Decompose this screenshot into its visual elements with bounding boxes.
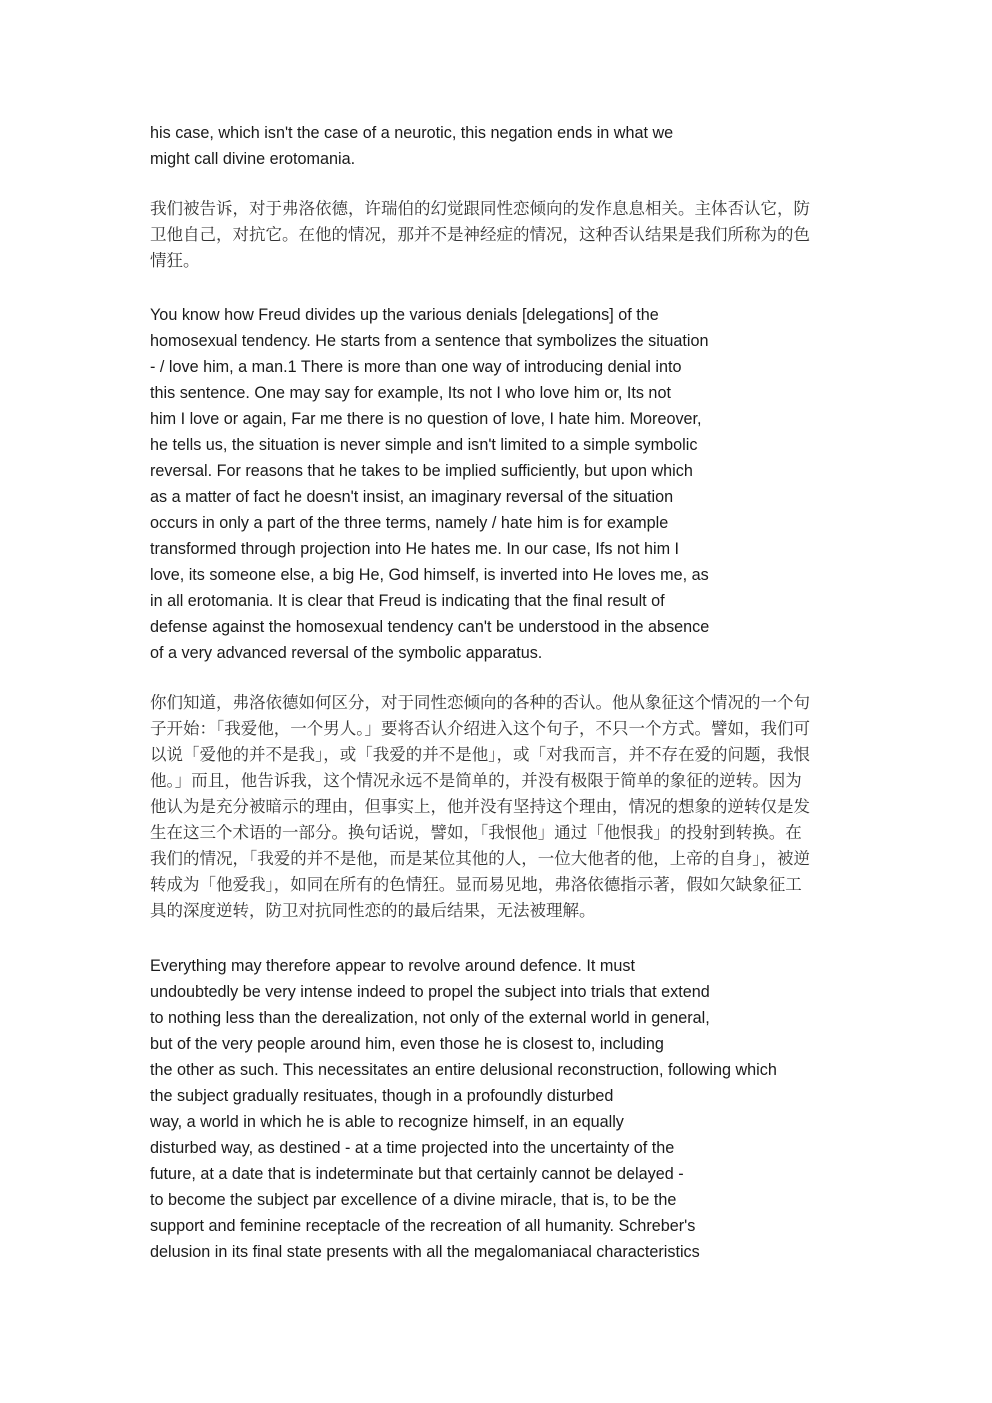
text-line: - / love him, a man.1 There is more than one way of introducing denial into <box>150 358 682 376</box>
text-line: 以说「爱他的并不是我」，或「我爱的并不是他」，或「对我而言，并不存在爱的问题，我恨 <box>150 745 810 764</box>
paragraph-en-3 <box>150 953 777 1265</box>
text-line: homosexual tendency. He starts from a sentence that symbolizes the situation <box>150 332 709 350</box>
text-line: might call divine erotomania. <box>150 150 356 168</box>
text-line: this sentence. One may say for example, Its not I who love him or, Its not <box>150 384 671 402</box>
paragraph-en-1 <box>150 120 673 172</box>
text-line: 他认为是充分被暗示的理由，但事实上，他并没有坚持这个理由，情况的想象的逆转仅是发 <box>150 797 810 816</box>
text-line: 情狂。 <box>150 251 200 270</box>
text-line: to become the subject par excellence of a divine miracle, that is, to be the <box>150 1191 677 1209</box>
text-line: You know how Freud divides up the various denials [delegations] of the <box>150 306 659 324</box>
text-line: him I love or again, Far me there is no question of love, I hate him. Moreover, <box>150 410 702 428</box>
text-line: disturbed way, as destined - at a time projected into the uncertainty of the <box>150 1139 675 1157</box>
text-line: 转成为「他爱我」，如同在所有的色情狂。显而易见地，弗洛依德指示著，假如欠缺象征工 <box>150 875 802 894</box>
text-line: but of the very people around him, even those he is closest to, including <box>150 1035 664 1053</box>
text-line: delusion in its final state presents with all the megalomaniacal characteristics <box>150 1243 700 1261</box>
text-line: he tells us, the situation is never simple and isn't limited to a simple symbolic <box>150 436 698 454</box>
text-line: way, a world in which he is able to recognize himself, in an equally <box>150 1113 624 1131</box>
text-line: his case, which isn't the case of a neurotic, this negation ends in what we <box>150 124 674 142</box>
text-line: future, at a date that is indeterminate but that certainly cannot be delayed - <box>150 1165 684 1183</box>
text-line: to nothing less than the derealization, not only of the external world in general, <box>150 1009 710 1027</box>
text-line: 卫他自己，对抗它。在他的情况，那并不是神经症的情况，这种否认结果是我们所称为的色 <box>150 225 810 244</box>
text-line: defense against the homosexual tendency can't be understood in the absence <box>150 618 710 636</box>
text-line: in all erotomania. It is clear that Freud is indicating that the final result of <box>150 592 665 610</box>
text-line: support and feminine receptacle of the recreation of all humanity. Schreber's <box>150 1217 696 1235</box>
text-line: 具的深度逆转，防卫对抗同性恋的的最后结果，无法被理解。 <box>150 901 596 920</box>
text-line: the subject gradually resituates, though in a profoundly disturbed <box>150 1087 614 1105</box>
text-line: occurs in only a part of the three terms, namely / hate him is for example <box>150 514 669 532</box>
text-line: as a matter of fact he doesn't insist, an imaginary reversal of the situation <box>150 488 674 506</box>
text-line: 我们的情况，「我爱的并不是他，而是某位其他的人，一位大他者的他，上帝的自身」，被逆 <box>150 849 810 868</box>
text-line: 生在这三个术语的一部分。换句话说，譬如，「我恨他」通过「他恨我」的投射到转换。在 <box>150 823 802 842</box>
text-line: of a very advanced reversal of the symbolic apparatus. <box>150 644 543 662</box>
text-line: 他。」而且，他告诉我，这个情况永远不是简单的，并没有极限于简单的象征的逆转。因为 <box>150 771 802 790</box>
text-line: the other as such. This necessitates an entire delusional reconstruction, following which <box>150 1061 777 1079</box>
text-line: 我们被告诉，对于弗洛依德，许瑞伯的幻觉跟同性恋倾向的发作息息相关。主体否认它，防 <box>150 199 810 218</box>
text-line: Everything may therefore appear to revolve around defence. It must <box>150 957 635 975</box>
text-line: undoubtedly be very intense indeed to propel the subject into trials that extend <box>150 983 710 1001</box>
text-line: 子开始：「我爱他，一个男人。」要将否认介绍进入这个句子，不只一个方式。譬如，我们可 <box>150 719 810 738</box>
text-line: 你们知道，弗洛依德如何区分，对于同性恋倾向的各种的否认。他从象征这个情况的一个句 <box>150 693 810 712</box>
paragraph-zh-1 <box>150 196 810 274</box>
text-line: transformed through projection into He hates me. In our case, Ifs not him I <box>150 540 680 558</box>
text-line: love, its someone else, a big He, God himself, is inverted into He loves me, as <box>150 566 709 584</box>
text-line: reversal. For reasons that he takes to be implied sufficiently, but upon which <box>150 462 693 480</box>
paragraph-zh-2 <box>150 690 810 924</box>
paragraph-en-2 <box>150 302 709 666</box>
